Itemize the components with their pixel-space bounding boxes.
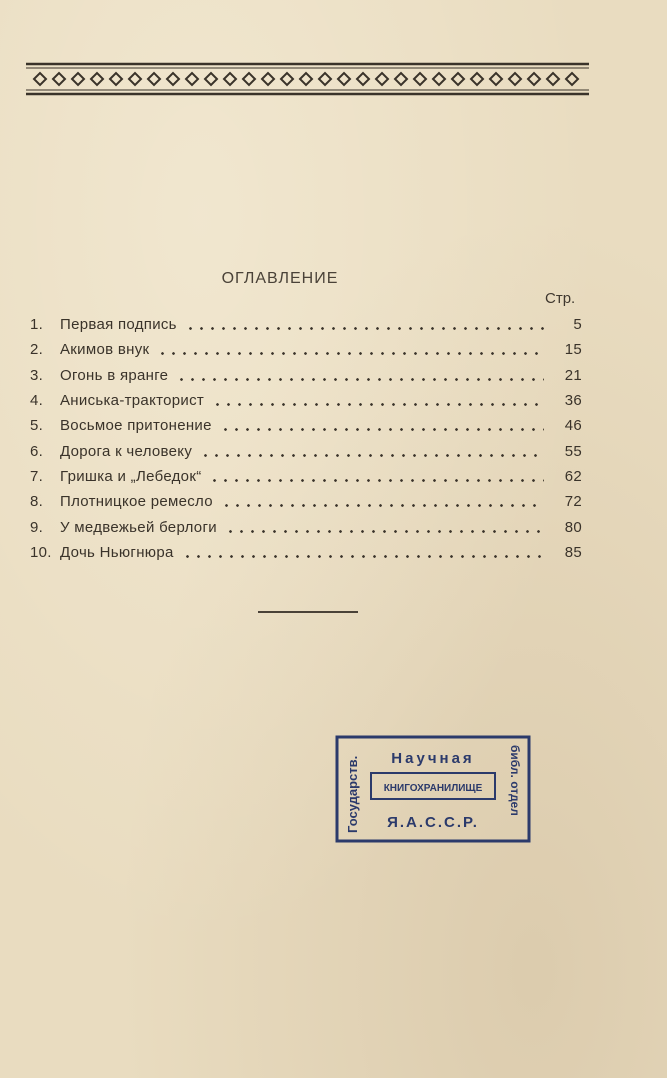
- toc-entry: [30, 388, 582, 413]
- toc-entry: [30, 312, 582, 337]
- toc-entry-page: 46: [564, 417, 582, 435]
- toc-entry: [30, 514, 582, 539]
- ornament-diamond: [471, 73, 483, 85]
- toc-entry-number: 3.: [30, 366, 44, 384]
- toc-entry-page: 85: [564, 543, 582, 561]
- toc-entry: [30, 363, 582, 388]
- ornament-diamond: [319, 73, 331, 85]
- ornament-diamond: [452, 73, 464, 85]
- toc-entry: [30, 438, 582, 463]
- toc-entry-page: 80: [564, 518, 582, 536]
- toc-entry-title: Плотницкое ремесло: [60, 493, 213, 511]
- toc-entry-page: 55: [564, 442, 582, 460]
- toc-entry-title: Гришка и „Лебедок“: [60, 467, 202, 485]
- toc-entry-page: 15: [564, 341, 582, 359]
- toc-heading: ОГЛАВЛЕНИЕ: [221, 270, 339, 287]
- ornament-diamond: [490, 73, 502, 85]
- stamp-top-text: Научная: [391, 750, 475, 767]
- ornament-diamond: [148, 73, 160, 85]
- ornament-diamond: [414, 73, 426, 85]
- ornament-diamond: [167, 73, 179, 85]
- ornament-diamond: [34, 73, 46, 85]
- toc-entry: [30, 540, 582, 565]
- toc-entry: [30, 464, 582, 489]
- ornament-diamond: [186, 73, 198, 85]
- ornament-diamond: [300, 73, 312, 85]
- page-column-label: Стр.: [545, 290, 576, 307]
- toc-entry-number: 8.: [30, 493, 44, 511]
- dot-leader: [220, 428, 544, 431]
- stamp-left-text: Государств.: [345, 755, 360, 833]
- dot-leader: [212, 403, 544, 406]
- toc-entry-title: У медвежьей берлоги: [60, 518, 217, 536]
- toc-entry-page: 62: [564, 467, 582, 485]
- toc-entry-number: 1.: [30, 316, 44, 334]
- ornament-diamond: [91, 73, 103, 85]
- ornament-diamond: [262, 73, 274, 85]
- ornament-diamond: [566, 73, 578, 85]
- ornament-diamond: [528, 73, 540, 85]
- ornament-diamond: [547, 73, 559, 85]
- ornament-diamond: [205, 73, 217, 85]
- dot-leader: [182, 555, 544, 558]
- dot-leader: [200, 454, 544, 457]
- ornamental-border: [26, 60, 589, 98]
- ornament-diamond: [53, 73, 65, 85]
- toc-entry-page: 36: [564, 392, 582, 410]
- dot-leader: [221, 504, 544, 507]
- ornament-diamond: [395, 73, 407, 85]
- toc-entry-title: Дорога к человеку: [60, 442, 193, 460]
- stamp-bottom-text: Я.А.С.С.Р.: [387, 814, 479, 831]
- ornament-diamond: [110, 73, 122, 85]
- dot-leader: [157, 352, 544, 355]
- toc-entry-number: 2.: [30, 341, 44, 359]
- toc-entry-page: 72: [564, 493, 582, 511]
- toc-entry-number: 4.: [30, 392, 44, 410]
- dot-leader: [209, 479, 544, 482]
- toc-entry-page: 5: [573, 316, 582, 334]
- ornament-diamond: [281, 73, 293, 85]
- toc-entry-number: 9.: [30, 518, 44, 536]
- toc-entry-number: 6.: [30, 442, 44, 460]
- stamp-middle-text: КНИГОХРАНИЛИЩЕ: [383, 783, 483, 794]
- ornament-diamond: [338, 73, 350, 85]
- toc-list: [30, 312, 582, 565]
- ornament-diamond: [72, 73, 84, 85]
- ornament-diamond: [376, 73, 388, 85]
- toc-entry: [30, 337, 582, 362]
- toc-entry-title: Первая подпись: [60, 316, 177, 334]
- toc-entry-number: 10.: [30, 543, 52, 561]
- toc-entry-number: 5.: [30, 417, 44, 435]
- toc-entry: [30, 489, 582, 514]
- toc-entry-title: Акимов внук: [60, 341, 150, 359]
- ornament-diamond: [224, 73, 236, 85]
- ornament-diamond: [433, 73, 445, 85]
- toc-entry: [30, 413, 582, 438]
- toc-entry-number: 7.: [30, 467, 44, 485]
- ornament-diamond: [357, 73, 369, 85]
- stamp-right-text: библ. отдел: [508, 745, 522, 816]
- ornament-diamond: [243, 73, 255, 85]
- ornament-diamond: [509, 73, 521, 85]
- toc-entry-title: Огонь в яранге: [60, 366, 169, 384]
- toc-entry-title: Восьмое притонение: [60, 417, 212, 435]
- closing-rule: [258, 611, 358, 613]
- toc-entry-title: Аниська-тракторист: [60, 392, 205, 410]
- toc-entry-title: Дочь Ньюгнюра: [60, 543, 174, 561]
- library-stamp: [335, 735, 531, 843]
- dot-leader: [225, 530, 544, 533]
- toc-entry-page: 21: [564, 366, 582, 384]
- ornament-diamond: [129, 73, 141, 85]
- dot-leader: [176, 378, 544, 381]
- dot-leader: [185, 327, 544, 330]
